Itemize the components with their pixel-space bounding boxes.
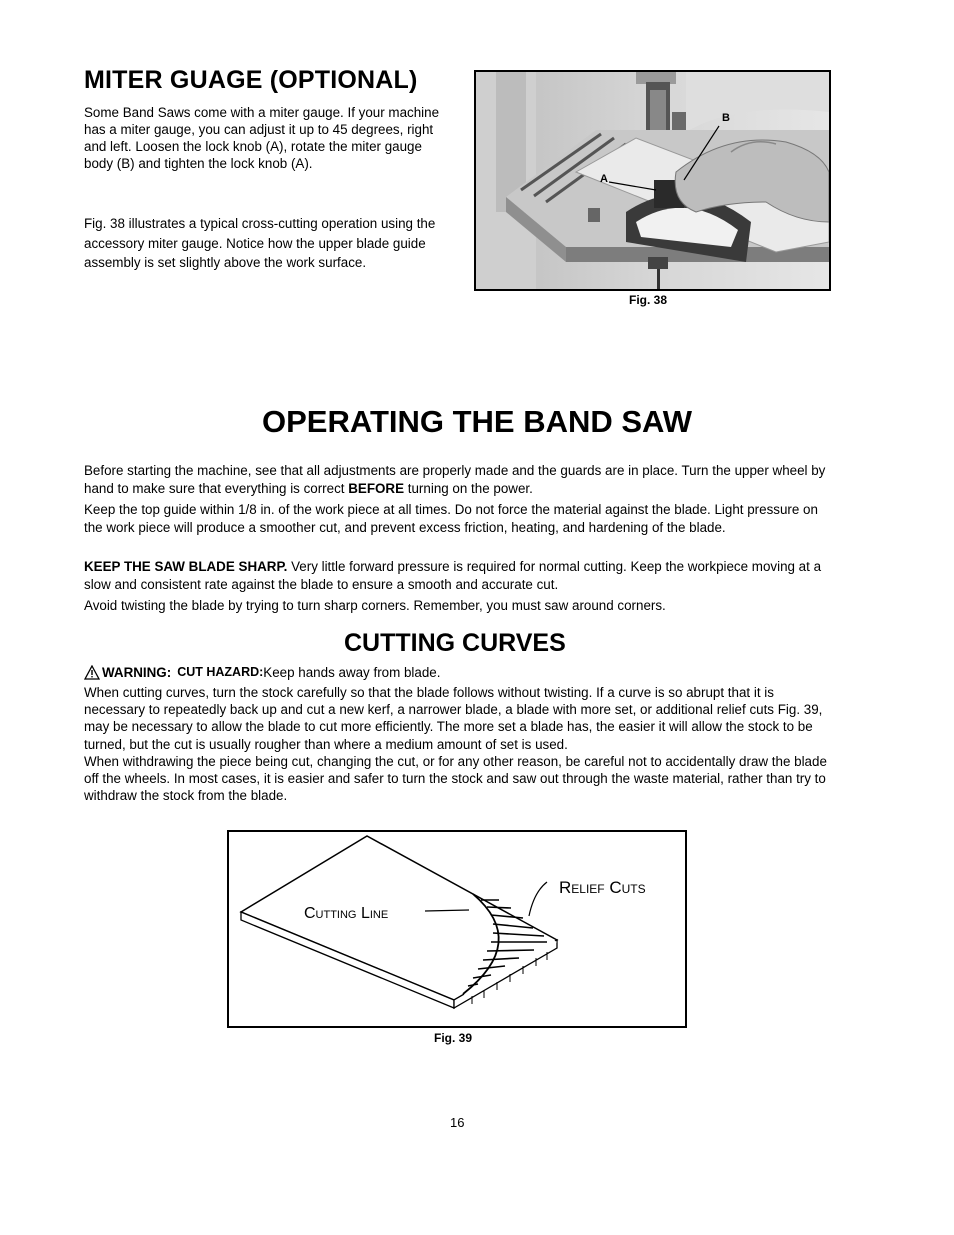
- fig39-caption: Fig. 39: [434, 1031, 473, 1045]
- warning-label: WARNING:: [102, 665, 172, 680]
- fig39-drawing: [227, 830, 687, 1028]
- warning-triangle-icon: [84, 665, 100, 680]
- cut-hazard-label: CUT HAZARD:: [177, 665, 264, 679]
- operating-heading: OPERATING THE BAND SAW: [262, 404, 692, 439]
- cutting-curves-heading: CUTTING CURVES: [344, 629, 566, 657]
- curves-paragraph-1: When cutting curves, turn the stock carefully so that the blade follows without twisting. If a curve is so abrupt that it is necessary to repeatedly back up and cut a new kerf, a narrower blade, a blade with more set, or additional relief cuts Fig. 39, may be necessary to allow the blade to cut more efficiently. The more set a blade has, the easier it will allow the stock to be turned, but the cut is usually rougher than where a medium amount of set is used.: [84, 685, 823, 752]
- operating-paragraph-1: [84, 462, 834, 497]
- miter-gauge-paragraph: Some Band Saws come with a miter gauge. If your machine has a miter gauge, you can adjust it up to 45 degrees, right and left. Loosen the lock knob (A), rotate the miter gauge body (B) and tighten the lock knob (A).: [84, 105, 440, 171]
- operating-paragraph-3: [84, 558, 834, 593]
- fig39-relief-cuts-label: Relief Cuts: [559, 878, 646, 897]
- fig38-label-b: B: [722, 112, 730, 124]
- fig38-photo: [474, 70, 831, 291]
- operating-p1-tail: turning on the power.: [404, 480, 533, 496]
- warning-line: [84, 664, 440, 681]
- curves-paragraph-2: When withdrawing the piece being cut, changing the cut, or for any other reason, be careful not to accidentally draw the blade off the wheels. In most cases, it is easier and safer to turn the stock and saw out through the waste material, rather than try to withdraw the stock from the blade.: [84, 754, 827, 804]
- fig39-cutting-line-label: Cutting Line: [304, 905, 389, 922]
- page-number: 16: [450, 1115, 465, 1130]
- fig38-description: Fig. 38 illustrates a typical cross-cutting operation using the accessory miter gauge. Notice how the upper blade guide assembly is set slightly above the work surface.: [84, 216, 436, 270]
- operating-p3-bold: KEEP THE SAW BLADE SHARP.: [84, 559, 288, 574]
- operating-paragraph-2: Keep the top guide within 1/8 in. of the work piece at all times. Do not force the material against the blade. Light pressure on the work piece will produce a smoother cut, and prevent excess friction, heating, and hardening of the blade.: [84, 502, 818, 535]
- miter-gauge-heading: MITER GUAGE (OPTIONAL): [84, 66, 418, 94]
- fig38-caption: Fig. 38: [629, 293, 668, 307]
- warning-text: Keep hands away from blade.: [263, 665, 441, 680]
- fig38-label-a: A: [600, 173, 608, 185]
- operating-paragraph-4: Avoid twisting the blade by trying to turn sharp corners. Remember, you must saw around corners.: [84, 598, 666, 613]
- fig39-illustration: [229, 832, 685, 1026]
- fig38-illustration: [476, 72, 829, 289]
- operating-p1-text: Before starting the machine, see that all adjustments are properly made and the guards are in place. Turn the upper wheel by hand to make sure that everything is correct: [84, 463, 826, 496]
- operating-p1-bold: BEFORE: [348, 480, 405, 496]
- operating-p3-text: Very little forward pressure is required for normal cutting. Keep the workpiece moving at a slow and consistent rate against the blade to ensure a smooth and accurate cut.: [84, 559, 822, 592]
